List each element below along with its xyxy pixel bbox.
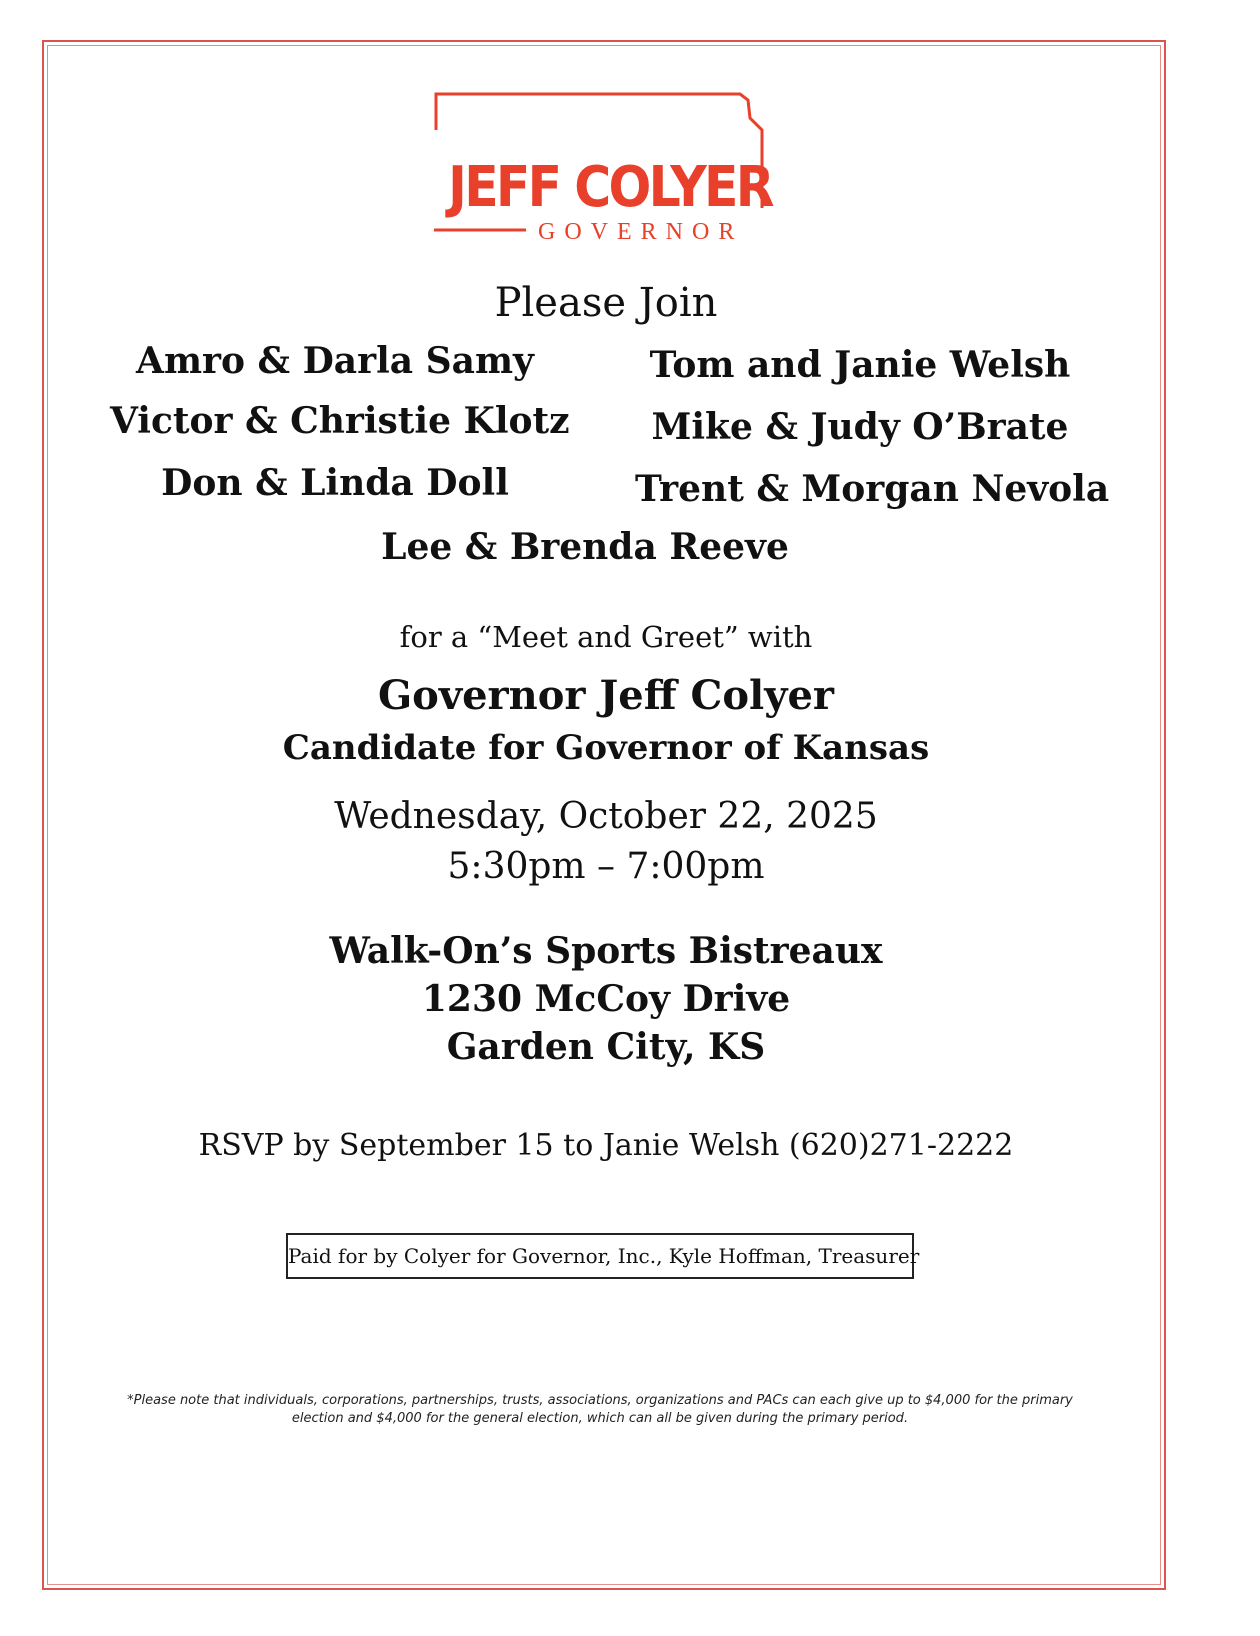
host-right-2: Mike & Judy O’Brate — [651, 406, 1069, 448]
venue-name: Walk-On’s Sports Bistreaux — [329, 930, 883, 972]
host-left-2: Victor & Christie Klotz — [110, 400, 570, 442]
rsvp-line: RSVP by September 15 to Janie Welsh (620)271-2222 — [198, 1128, 1014, 1163]
event-date: Wednesday, October 22, 2025 — [334, 796, 878, 837]
logo-subtitle: GOVERNOR — [538, 219, 744, 245]
please-join-heading: Please Join — [494, 280, 718, 326]
host-left-1: Amro & Darla Samy — [136, 340, 534, 382]
host-right-3: Trent & Morgan Nevola — [635, 468, 1110, 510]
event-time: 5:30pm – 7:00pm — [447, 846, 765, 887]
host-center: Lee & Brenda Reeve — [381, 526, 789, 568]
host-left-3: Don & Linda Doll — [161, 462, 509, 504]
contribution-disclaimer: *Please note that individuals, corporations, partnerships, trusts, associations, organizations and PACs can each give up to $4,000 for the primary election and $4,000 for the general election, which can all be given during the primary period. — [127, 1393, 1073, 1426]
headline-governor: Governor Jeff Colyer — [378, 672, 834, 719]
venue-city: Garden City, KS — [446, 1026, 766, 1068]
logo-name: JEFF COLYER — [448, 155, 772, 220]
paid-for-disclosure: Paid for by Colyer for Governor, Inc., Kyle Hoffman, Treasurer — [286, 1233, 914, 1279]
campaign-logo — [410, 90, 810, 250]
host-right-1: Tom and Janie Welsh — [649, 344, 1071, 386]
candidate-subheadline: Candidate for Governor of Kansas — [282, 728, 930, 768]
meet-greet-intro: for a “Meet and Greet” with — [399, 620, 813, 654]
venue-street: 1230 McCoy Drive — [421, 978, 791, 1020]
